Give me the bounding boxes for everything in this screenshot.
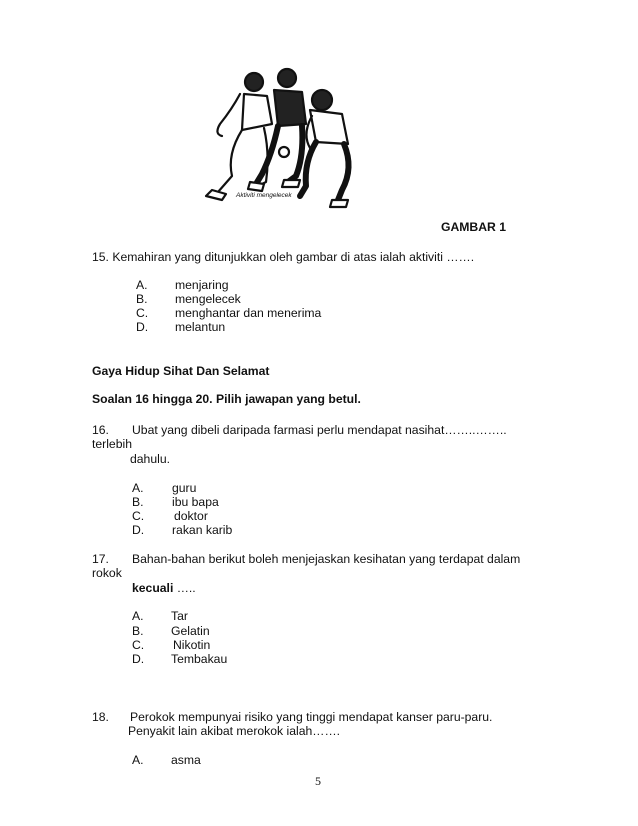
option-text: melantun <box>175 320 226 334</box>
option-text: mengelecek <box>175 292 241 306</box>
question-17-line1: Bahan-bahan berikut boleh menjejaskan kesihatan yang terdapat dalam <box>132 552 521 566</box>
question-17-line3 <box>132 581 196 595</box>
option-letter: A. <box>132 481 144 495</box>
figure-label: GAMBAR 1 <box>441 220 507 234</box>
option-letter: C. <box>132 638 145 652</box>
question-18-line2: Penyakit lain akibat merokok ialah……. <box>128 724 341 738</box>
option-letter: D. <box>132 523 145 537</box>
option-text: Gelatin <box>171 624 210 638</box>
option-letter: A. <box>136 278 148 292</box>
option-letter: C. <box>136 306 149 320</box>
option-text: asma <box>171 753 201 767</box>
option-letter: B. <box>136 292 148 306</box>
option-text: rakan karib <box>172 523 233 537</box>
question-18-line1: Perokok mempunyai risiko yang tinggi mendapat kanser paru-paru. <box>130 710 493 724</box>
question-15-stem: 15. Kemahiran yang ditunjukkan oleh gambar di atas ialah aktiviti ……. <box>92 250 475 264</box>
option-letter: A. <box>132 753 144 767</box>
option-text: Tar <box>171 609 188 623</box>
page-number: 5 <box>315 774 321 788</box>
option-letter: B. <box>132 624 144 638</box>
option-letter: D. <box>136 320 149 334</box>
option-text: guru <box>172 481 197 495</box>
question-16-line3: dahulu. <box>130 452 170 466</box>
section-title: Gaya Hidup Sihat Dan Selamat <box>92 364 270 378</box>
figure-caption-small: Aktiviti mengelecek <box>236 192 292 199</box>
section-instruction: Soalan 16 hingga 20. Pilih jawapan yang betul. <box>92 392 361 406</box>
question-16-line1: Ubat yang dibeli daripada farmasi perlu mendapat nasihat……..…….. <box>132 423 507 437</box>
question-16-line2: terlebih <box>92 437 132 451</box>
option-text: menghantar dan menerima <box>175 306 322 320</box>
option-letter: B. <box>132 495 144 509</box>
question-16-number: 16. <box>92 423 109 437</box>
option-letter: A. <box>132 609 144 623</box>
question-17-line3-rest: ….. <box>173 581 196 595</box>
question-17-number: 17. <box>92 552 109 566</box>
option-text: doktor <box>174 509 208 523</box>
question-17-line2: rokok <box>92 566 122 580</box>
option-text: menjaring <box>175 278 229 292</box>
option-letter: D. <box>132 652 145 666</box>
question-18-number: 18. <box>92 710 109 724</box>
option-text: Tembakau <box>171 652 228 666</box>
option-text: Nikotin <box>173 638 211 652</box>
option-letter: C. <box>132 509 145 523</box>
option-text: ibu bapa <box>172 495 219 509</box>
emphasis-kecuali: kecuali <box>132 581 174 595</box>
